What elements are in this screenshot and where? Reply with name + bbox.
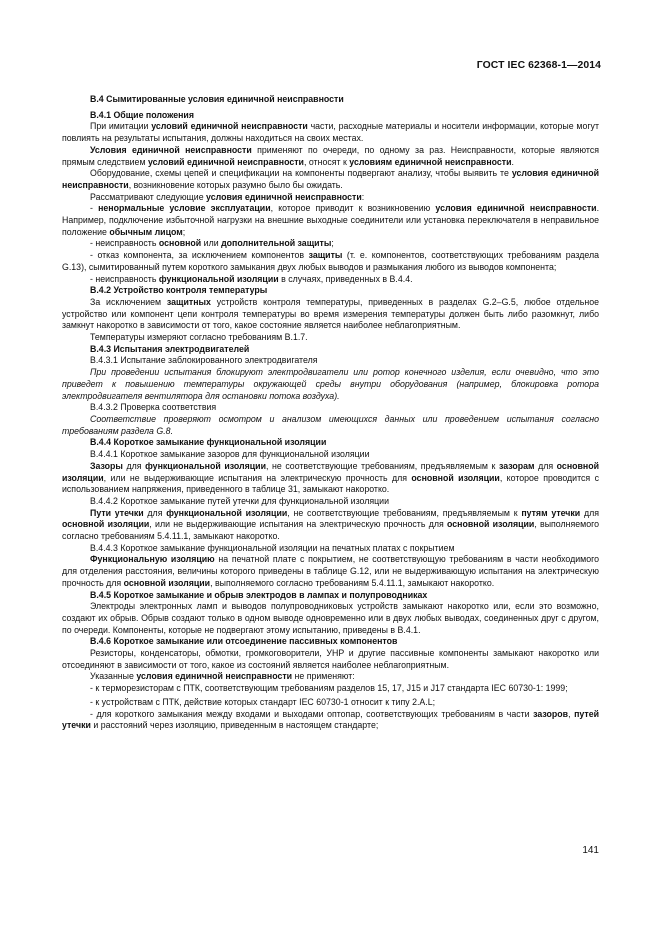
- paragraph: - к устройствам с ПТК, действие которых стандарт IEC 60730-1 относит к типу 2.A.L;: [90, 696, 436, 707]
- section-heading: B.4.5 Короткое замыкание и обрыв электродов в лампах и полупроводниках: [90, 589, 428, 600]
- paragraph: - для короткого замыкания между входами и выходами оптопар, соответствующих требованиям в части зазоров, путей утечки и расстояний через изоляцию, приведенным в настоящем стандарте;: [62, 708, 600, 731]
- paragraph: Пути утечки для функциональной изоляции, не соответствующие требованиям, предъявляемым к путям утечки для основной изоляции, или не выдерживающие испытания на электрическую прочность для основной изоляции, выполняемого согласно требованиям 5.4.11.1, замыкают накоротко.: [62, 507, 599, 542]
- document-body: [62, 91, 599, 732]
- paragraph: Оборудование, схемы цепей и спецификации на компоненты подвергают анализу, чтобы выявить те условия единичной неисправности, возникновение которых разумно было бы ожидать.: [62, 168, 599, 190]
- section-heading: B.4.1 Общие положения: [90, 109, 194, 120]
- paragraph: Функциональную изоляцию на печатной плате с покрытием, не соответствующую требованиям в части необходимого для отделения расстояния, величины которого приведены в таблице G.12, или не выдерживающую испытания на электрическую прочность для основной изоляции, выполняемого согласно требованиям 5.4.11.1, замыкают накоротко.: [62, 554, 599, 588]
- paragraph: Электроды электронных ламп и выводов полупроводниковых устройств замыкают накоротко или, если это возможно, создают их обрыв. Обрыв создают только в одном выводе одновременно или в двух любых выводах, соединенных друг с другом, по очереди. Компоненты, которые не подвергают этому испытанию, приведены в B.4.1.: [62, 601, 599, 635]
- section-heading: B.4.6 Короткое замыкание или отсоединение пассивных компонентов: [90, 636, 398, 647]
- section-heading: B.4.2 Устройство контроля температуры: [90, 285, 268, 296]
- paragraph: B.4.4.2 Короткое замыкание путей утечки для функциональной изоляции: [90, 495, 389, 506]
- section-heading: B.4.4 Короткое замыкание функциональной изоляции: [90, 437, 327, 448]
- paragraph: - ненормальные условие эксплуатации, которое приводит к возникновению условия единичной неисправности. Например, подключение избыточной нагрузки на внешние выходные соединители или установка переключателя в неправильное положение обычным лицом;: [62, 203, 600, 237]
- paragraph: Температуры измеряют согласно требованиям B.1.7.: [90, 332, 308, 343]
- paragraph: - отказ компонента, за исключением компонентов защиты (т. е. компонентов, соответствующих требованиям раздела G.13), сымитированный путем короткого замыкания двух любых выводов и размыкания любого из выводов компонента;: [62, 250, 599, 272]
- page-number: 141: [582, 845, 599, 856]
- paragraph: B.4.4.3 Короткое замыкание функциональной изоляции на печатных платах с покрытием: [90, 542, 455, 553]
- paragraph: - неисправность основной или дополнительной защиты;: [90, 238, 334, 249]
- section-heading: B.4.3 Испытания электродвигателей: [90, 343, 250, 354]
- paragraph: Рассматривают следующие условия единичной неисправности:: [90, 191, 365, 202]
- paragraph: Соответствие проверяют осмотром и анализом имеющихся данных или проведением испытания согласно требованиям раздела G.8.: [62, 413, 599, 436]
- paragraph: За исключением защитных устройств контроля температуры, приведенных в разделах G.2–G.5, любое отдельное устройство или компонент цепи контроля температуры во время измерения температуры должен быть либо разомкнут, либо замкнут накоротко в зависимости от того, какое состояние является наиболее неблагоприятным.: [62, 296, 599, 331]
- paragraph: При проведении испытания блокируют электродвигатели или ротор конечного изделия, если очевидно, что это приведет к повышению температуры окружающей среды внутри оборудования (например, блокировка ротора электродвигателя вентилятора для остановки потока воздуха).: [62, 367, 599, 401]
- paragraph: Условия единичной неисправности применяют по очереди, по одному за раз. Неисправности, которые являются прямым следствием условий единичной неисправности, относят к условиям единичной неисправности.: [62, 144, 599, 167]
- paragraph: - к терморезисторам с ПТК, соответствующим требованиям разделов 15, 17, J15 и J17 стандарта IEC 60730-1: 1999;: [90, 683, 568, 694]
- paragraph: B.4.3.1 Испытание заблокированного электродвигателя: [90, 355, 318, 366]
- paragraph: Резисторы, конденсаторы, обмотки, громкоговорители, УНР и другие пассивные компоненты замыкают накоротко или отсоединяют в зависимости от того, какое из состояний является наиболее неблагоприятным.: [62, 648, 599, 670]
- paragraph: При имитации условий единичной неисправности части, расходные материалы и носители информации, которые могут повлиять на результаты испытания, должны находиться на своих местах.: [62, 121, 599, 144]
- paragraph: - неисправность функциональной изоляции в случаях, приведенных в B.4.4.: [90, 273, 413, 284]
- section-heading: B.4 Сымитированные условия единичной неисправности: [90, 94, 344, 104]
- paragraph: B.4.4.1 Короткое замыкание зазоров для функциональной изоляции: [90, 449, 370, 460]
- paragraph: Указанные условия единичной неисправности не применяют:: [90, 671, 355, 682]
- paragraph: Зазоры для функциональной изоляции, не соответствующие требованиям, предъявляемым к зазорам для основной изоляции, или не выдерживающие испытания на электрическую прочность для основной изоляции, которое проводится с использованием напряжения, приведенного в таблице 31, замыкают накоротко.: [62, 460, 600, 495]
- paragraph: B.4.3.2 Проверка соответствия: [90, 402, 217, 413]
- document-header: ГОСТ IEC 62368-1—2014: [476, 60, 601, 71]
